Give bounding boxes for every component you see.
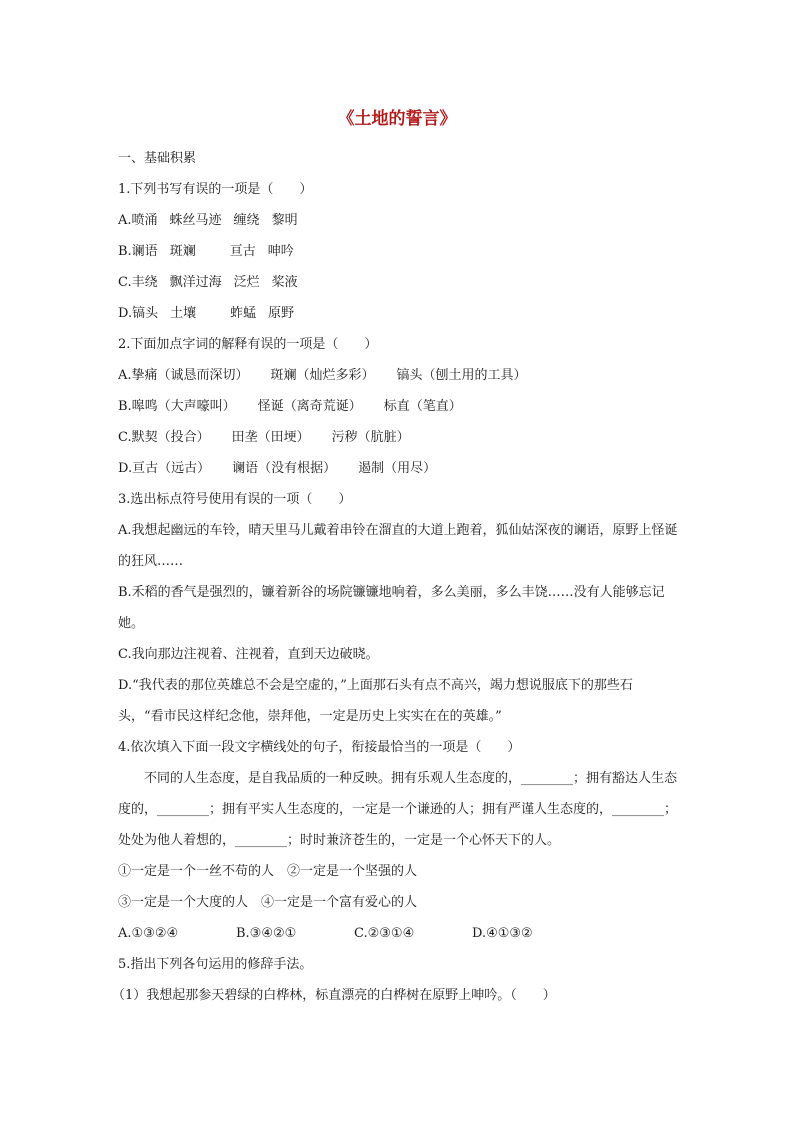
q1-a-3: 缠绕 bbox=[233, 213, 260, 228]
q1-c-2: 飘洋过海 bbox=[169, 275, 222, 290]
q2-c-2: 田垄（田埂） bbox=[231, 430, 310, 445]
q4-passage: 不同的人生态度，是自我品质的一种反映。拥有乐观人生态度的，________；拥有豁达人生态度的，________；拥有平实人生态度的，一定是一个谦逊的人；拥有严谨人生态度的，________；处处为他人着想的，________；时时兼济苍生的，一定是一个心怀天下的人。 bbox=[118, 771, 678, 848]
section-heading: 一、基础积累 bbox=[118, 151, 197, 166]
q4-option-d: D.④①③② bbox=[472, 926, 533, 941]
q4-option-b: B.③④②① bbox=[236, 926, 297, 941]
q1-b-4: 呻吟 bbox=[267, 244, 294, 259]
q1-a-1: A.喷涌 bbox=[118, 213, 158, 228]
q2-a-3: 镐头（刨土用的工具） bbox=[396, 368, 527, 383]
q4-option-a: A.①③②④ bbox=[118, 926, 179, 941]
q2-stem: 2.下面加点字词的解释有误的一项是（ ） bbox=[118, 337, 378, 352]
q1-b-2: 斑斓 bbox=[169, 244, 196, 259]
q1-d-2: 土壤 bbox=[170, 306, 197, 321]
q4-stem: 4.依次填入下面一段文字横线处的句子，衔接最恰当的一项是（ ） bbox=[118, 740, 521, 755]
q2-c-1: C.默契（投合） bbox=[118, 430, 210, 445]
q2-d-1: D.亘古（远古） bbox=[118, 461, 211, 476]
q3-option-c: C.我向那边注视着、注视着，直到天边破晓。 bbox=[118, 647, 379, 662]
q1-d-3: 蚱蜢 bbox=[230, 306, 257, 321]
q2-b-1: B.嗥鸣（大声嚎叫） bbox=[118, 399, 236, 414]
q3-option-d: D.“我代表的那位英雄总不会是空虚的，”上面那石头有点不高兴，竭力想说服底下的那些石头，“看市民这样纪念他，崇拜他，一定是历史上实实在在的英雄。” bbox=[118, 678, 633, 724]
q2-d-2: 谰语（没有根据） bbox=[232, 461, 337, 476]
q1-b-3: 亘古 bbox=[229, 244, 256, 259]
q2-option-c bbox=[118, 422, 678, 453]
q3-stem: 3.选出标点符号使用有误的一项（ ） bbox=[118, 492, 352, 507]
q1-d-1: D.镐头 bbox=[118, 306, 159, 321]
q4-items-1: ①一定是一个一丝不苟的人 ②一定是一个坚强的人 bbox=[118, 864, 418, 879]
q3-option-a: A.我想起幽远的车铃，晴天里马儿戴着串铃在溜直的大道上跑着，狐仙姑深夜的谰语，原野上怪诞的狂风…… bbox=[118, 523, 678, 569]
q2-a-1: A.挚痛（诚恳而深切） bbox=[118, 368, 249, 383]
q4-items-2: ③一定是一个大度的人 ④一定是一个富有爱心的人 bbox=[118, 895, 418, 910]
q2-option-d bbox=[118, 453, 678, 484]
q3-option-b: B.禾稻的香气是强烈的，镰着新谷的场院镰镰地响着，多么美丽，多么丰饶……没有人能够忘记她。 bbox=[118, 585, 665, 631]
q1-b-1: B.谰语 bbox=[118, 244, 158, 259]
q1-d-4: 原野 bbox=[268, 306, 295, 321]
q2-c-3: 污秽（肮脏） bbox=[331, 430, 410, 445]
q4-option-c: C.②③①④ bbox=[354, 926, 415, 941]
q1-a-4: 黎明 bbox=[271, 213, 298, 228]
q1-c-3: 泛烂 bbox=[233, 275, 260, 290]
q2-b-3: 标直（笔直） bbox=[383, 399, 462, 414]
q4-options bbox=[118, 918, 678, 949]
q1-a-2: 蛛丝马迹 bbox=[169, 213, 222, 228]
q1-stem: 1.下列书写有误的一项是（ ） bbox=[118, 182, 313, 197]
q2-b-2: 怪诞（离奇荒诞） bbox=[257, 399, 362, 414]
q1-option-b bbox=[118, 236, 678, 267]
q1-option-c bbox=[118, 267, 678, 298]
document-body bbox=[112, 143, 678, 1011]
q2-option-b bbox=[118, 391, 678, 422]
q1-option-d bbox=[118, 298, 678, 329]
q2-option-a bbox=[118, 360, 678, 391]
q2-a-2: 斑斓（灿烂多彩） bbox=[270, 368, 375, 383]
q2-d-3: 遏制（用尽） bbox=[358, 461, 437, 476]
document-title: 《土地的誓言》 bbox=[337, 109, 457, 129]
q1-c-4: 桨液 bbox=[271, 275, 298, 290]
q5-sentence-1: （1）我想起那参天碧绿的白桦林，标直漂亮的白桦树在原野上呻吟。（ ） bbox=[112, 988, 556, 1003]
q1-c-1: C.丰绕 bbox=[118, 275, 158, 290]
q1-option-a bbox=[118, 205, 678, 236]
q5-stem: 5.指出下列各句运用的修辞手法。 bbox=[118, 957, 313, 972]
